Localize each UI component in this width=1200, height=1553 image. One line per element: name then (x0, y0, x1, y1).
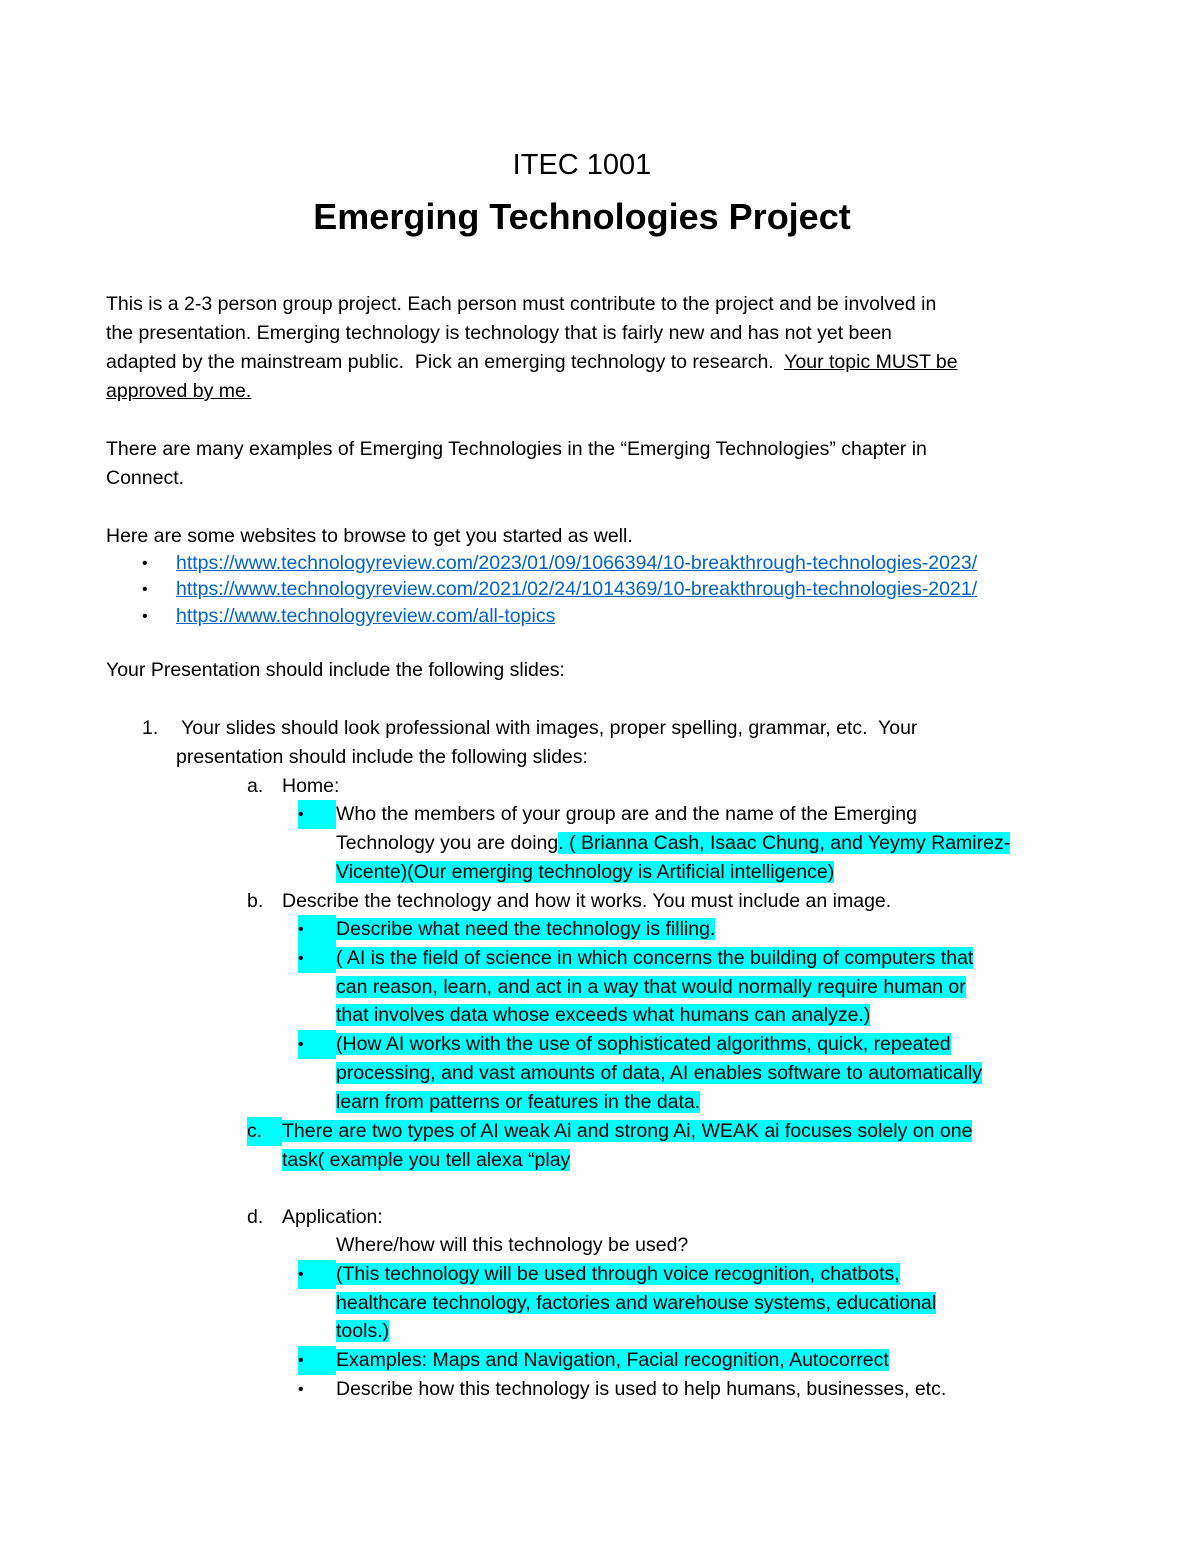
intro-line-3-text: adapted by the mainstream public. Pick an emerging technology to research. (106, 351, 785, 373)
item-b-bullet-2-line-2 (336, 973, 966, 1002)
ai-types-highlight-1: There are two types of AI weak Ai and strong Ai, WEAK ai focuses solely on one (282, 1120, 973, 1142)
item-d-question: Where/how will this technology be used? (336, 1234, 689, 1256)
item-d-marker: d. (247, 1206, 264, 1228)
item-b-marker: b. (247, 890, 264, 912)
ai-definition-highlight-3: that involves data whose exceeds what humans can analyze.) (336, 1004, 871, 1026)
item-b-bullet-3-line-2 (336, 1059, 982, 1088)
bullet-icon: • (298, 1346, 336, 1375)
usage-highlight-1: (This technology will be used through voice recognition, chatbots, (336, 1263, 900, 1285)
bullet-icon: • (142, 555, 148, 572)
bullet-icon: • (298, 944, 336, 973)
bullet-icon: • (142, 581, 148, 598)
bullet-icon: • (142, 608, 148, 625)
item-b-bullet-3-line-3 (336, 1088, 700, 1117)
item-1-line-2: presentation should include the following slides: (176, 746, 588, 768)
item-a-label: Home: (282, 775, 340, 797)
ai-types-highlight-2: task( example you tell alexa “play (282, 1149, 571, 1171)
ai-definition-highlight-2: can reason, learn, and act in a way that would normally require human or (336, 976, 966, 998)
item-a-bullet-1-line-1: Who the members of your group are and the name of the Emerging (336, 803, 917, 825)
intro-line-3 (106, 348, 958, 377)
topic-approval-note-continued: approved by me. (106, 380, 252, 402)
document-title: Emerging Technologies Project (313, 196, 851, 237)
item-b-bullet-3-line-1 (336, 1030, 951, 1059)
ai-definition-highlight-1: ( AI is the field of science in which concerns the building of computers that (336, 947, 974, 969)
bullet-icon: • (298, 1260, 336, 1289)
ai-works-highlight-1: (How AI works with the use of sophisticated algorithms, quick, repeated (336, 1033, 951, 1055)
ai-works-highlight-2: processing, and vast amounts of data, AI enables software to automatically (336, 1062, 983, 1084)
bullet-icon: • (298, 1381, 304, 1398)
item-b-label: Describe the technology and how it works. You must include an image. (282, 890, 892, 912)
websites-heading: Here are some websites to browse to get you started as well. (106, 525, 633, 547)
website-link-1-anchor[interactable]: https://www.technologyreview.com/2023/01/09/1066394/10-breakthrough-technologies-2023/ (176, 552, 978, 574)
usage-highlight-3: tools.) (336, 1320, 390, 1342)
item-1-number: 1. (142, 717, 159, 739)
website-link-1[interactable] (176, 549, 977, 578)
website-link-3-anchor[interactable]: https://www.technologyreview.com/all-topics (176, 605, 556, 627)
item-b-bullet-2-line-1 (336, 944, 973, 973)
intro-line-1: This is a 2-3 person group project. Each person must contribute to the project and be involved in (106, 293, 937, 315)
website-link-3[interactable] (176, 602, 555, 631)
technology-choice-highlight: Vicente)(Our emerging technology is Artificial intelligence) (336, 861, 835, 883)
item-b-bullet-2-line-3 (336, 1001, 870, 1030)
website-link-2[interactable] (176, 575, 977, 604)
topic-approval-note: Your topic MUST be (784, 351, 958, 373)
group-members-highlight: . ( Brianna Cash, Isaac Chung, and Yeymy Ramirez- (558, 832, 1011, 854)
usage-highlight-2: healthcare technology, factories and warehouse systems, educational (336, 1292, 937, 1314)
examples-line-1: There are many examples of Emerging Technologies in the “Emerging Technologies” chapter in (106, 438, 927, 460)
item-a-bullet-1-line-2-text: Technology you are doing (336, 832, 559, 854)
item-d-bullet-1-line-3 (336, 1317, 389, 1346)
bullet-icon: • (298, 800, 336, 829)
item-b-bullet-1-text: Describe what need the technology is filling. (336, 918, 716, 940)
examples-highlight: Examples: Maps and Navigation, Facial recognition, Autocorrect (336, 1349, 889, 1371)
item-1-line-1: Your slides should look professional with images, proper spelling, grammar, etc. Your (176, 717, 918, 739)
item-a-marker: a. (247, 775, 264, 797)
item-a-bullet-1-line-2 (336, 829, 1010, 858)
course-code: ITEC 1001 (512, 149, 652, 181)
item-b-bullet-1 (336, 915, 715, 944)
presentation-heading: Your Presentation should include the following slides: (106, 659, 565, 681)
bullet-icon: • (298, 915, 336, 944)
item-d-bullet-1-line-2 (336, 1289, 936, 1318)
item-c-line-1 (282, 1117, 972, 1146)
item-a-bullet-1-line-3 (336, 858, 834, 887)
item-c-line-2 (282, 1146, 570, 1175)
item-d-label: Application: (282, 1206, 383, 1228)
intro-line-2: the presentation. Emerging technology is technology that is fairly new and has not yet been (106, 322, 892, 344)
item-d-bullet-3: Describe how this technology is used to help humans, businesses, etc. (336, 1378, 947, 1400)
item-d-bullet-2 (336, 1346, 889, 1375)
examples-line-2: Connect. (106, 467, 185, 489)
item-c-marker: c. (247, 1117, 282, 1146)
bullet-icon: • (298, 1030, 336, 1059)
ai-works-highlight-3: learn from patterns or features in the data. (336, 1091, 701, 1113)
item-d-bullet-1-line-1 (336, 1260, 900, 1289)
website-link-2-anchor[interactable]: https://www.technologyreview.com/2021/02/24/1014369/10-breakthrough-technologies-2021/ (176, 578, 978, 600)
